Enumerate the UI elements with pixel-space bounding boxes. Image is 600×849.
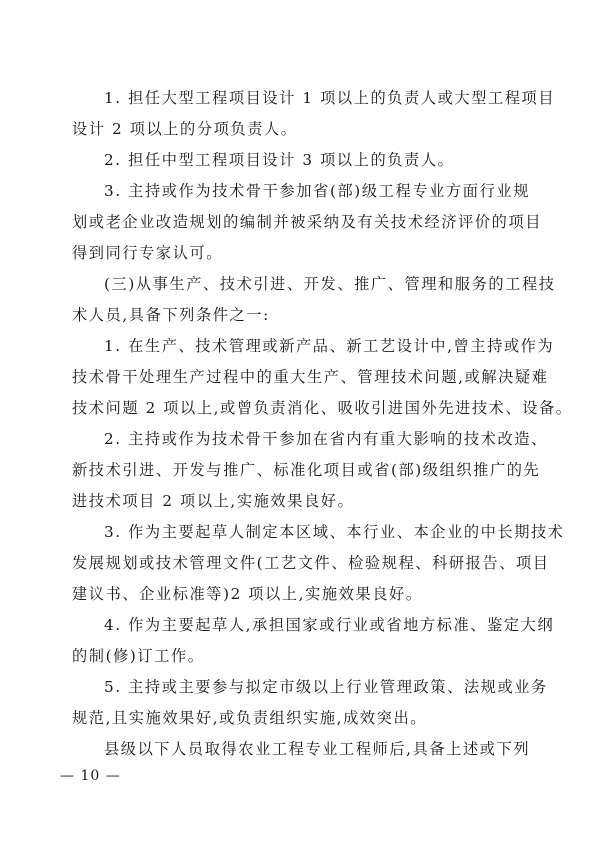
text-line-17: 建议书、企业标准等)2 项以上,实施效果良好。: [72, 585, 423, 603]
text-line-20: 5. 主持或主要参与拟定市级以上行业管理政策、法规或业务: [104, 678, 548, 696]
text-line-8: 术人员,具备下列条件之一:: [72, 306, 270, 324]
text-line-6: 得到同行专家认可。: [72, 244, 224, 262]
text-line-14: 进技术项目 2 项以上,实施效果良好。: [72, 492, 355, 510]
text-line-5: 划或老企业改造规划的编制并被采纳及有关技术经济评价的项目: [72, 213, 543, 231]
text-line-10: 技术骨干处理生产过程中的重大生产、管理技术问题,或解决疑难: [72, 368, 549, 386]
text-line-21: 规范,且实施效果好,或负责组织实施,成效突出。: [72, 709, 428, 727]
text-line-15: 3. 作为主要起草人制定本区域、本行业、本企业的中长期技术: [104, 523, 565, 541]
text-line-22: 县级以下人员取得农业工程专业工程师后,具备上述或下列: [104, 740, 531, 758]
text-line-3: 2. 担任中型工程项目设计 3 项以上的负责人。: [104, 151, 455, 169]
text-line-16: 发展规划或技术管理文件(工艺文件、检验规程、科研报告、项目: [72, 554, 550, 572]
text-line-7: (三)从事生产、技术引进、开发、推广、管理和服务的工程技: [104, 275, 556, 293]
text-line-13: 新技术引进、开发与推广、标准化项目或省(部)级组织推广的先: [72, 461, 541, 479]
text-line-18: 4. 作为主要起草人,承担国家或行业或省地方标准、鉴定大纲: [104, 616, 555, 634]
text-line-11: 技术问题 2 项以上,或曾负责消化、吸收引进国外先进技术、设备。: [72, 399, 573, 417]
text-line-9: 1. 在生产、技术管理或新产品、新工艺设计中,曾主持或作为: [104, 337, 555, 355]
text-line-12: 2. 主持或作为技术骨干参加在省内有重大影响的技术改造、: [104, 430, 548, 448]
text-line-2: 设计 2 项以上的分项负责人。: [72, 120, 298, 138]
text-line-19: 的制(修)订工作。: [72, 647, 205, 665]
text-line-4: 3. 主持或作为技术骨干参加省(部)级工程专业方面行业规: [104, 182, 530, 200]
text-line-1: 1. 担任大型工程项目设计 1 项以上的负责人或大型工程项目: [104, 89, 556, 107]
page-number: — 10 —: [60, 768, 121, 784]
